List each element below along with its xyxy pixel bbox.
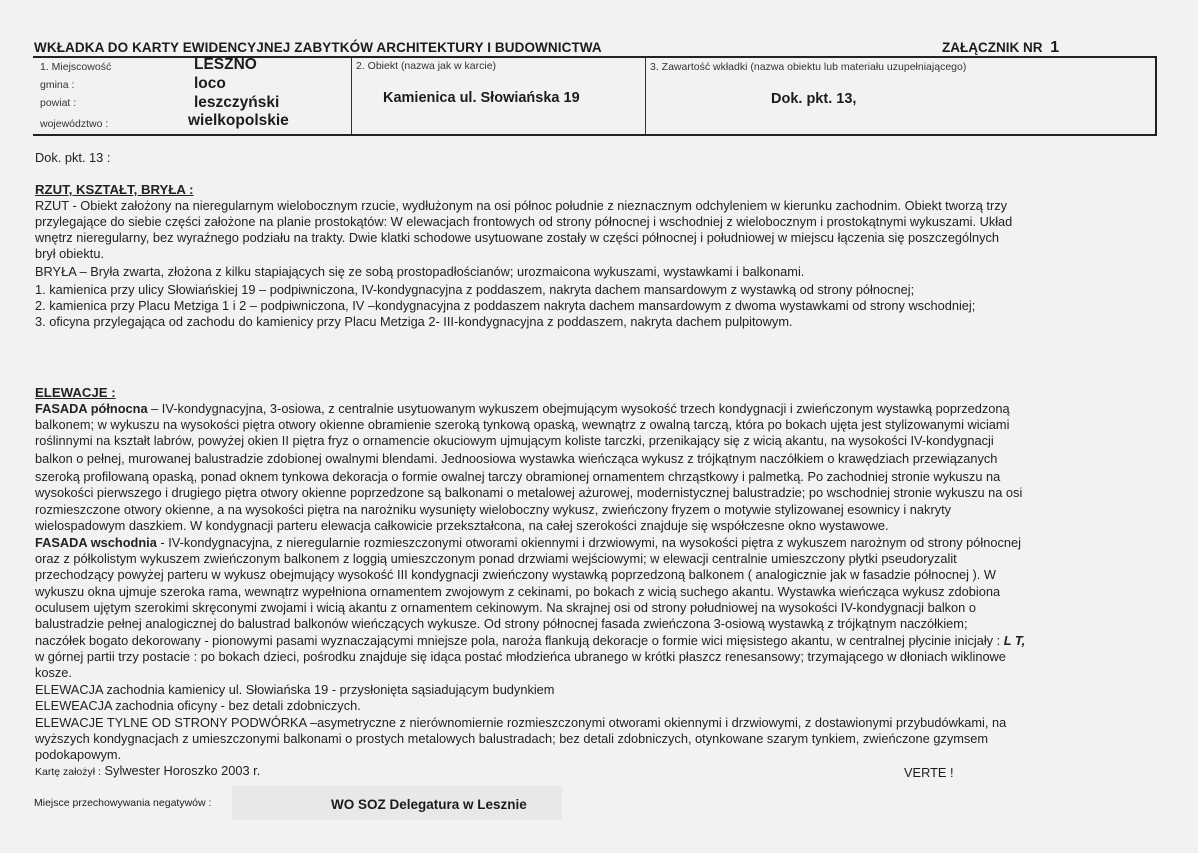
s1-line: RZUT - Obiekt założony na nieregularnym wielobocznym rzucie, wydłużonym na osi północ południe z nieznacznym odchyleniem w kierunku zachodnim. Obiekt tworzą trzy bbox=[35, 198, 1008, 213]
fasada-wschodnia-label: FASADA wschodnia bbox=[35, 535, 157, 550]
fasada-polnocna-line bbox=[35, 401, 1010, 417]
s2-line: balkon o pełnej, murowanej balustradzie zdobionej owalnymi blendami. Jednoosiowa wystawka wieńcząca wykusz z trójkątnym naczółkiem o krawędziach przewiązanych bbox=[35, 451, 998, 466]
s2-line: ELEWEACJA zachodnia oficyny - bez detali zdobniczych. bbox=[35, 698, 361, 713]
form-divider-2 bbox=[645, 58, 646, 134]
form-divider-1 bbox=[351, 58, 352, 134]
object-label: 2. Obiekt (nazwa jak w karcie) bbox=[356, 60, 497, 72]
s2-line: naczółek bogato dekorowany - pionowymi pasami wyznaczającymi mniejsze pola, naroża flankują dekoracje o formie wici mięsistego akantu, w centralnej płycinie inicjały : bbox=[35, 633, 1001, 648]
section-heading-elewacje: ELEWACJE : bbox=[35, 385, 116, 400]
s2-line: przechodzący powyżej parteru w wykusz obejmujący wysokość III kondygnacji zwieńczony wystawką poprzedzoną balkonem ( analogicznie jak w fasadzie północnej ). W bbox=[35, 567, 996, 582]
s2-line: oraz z półkolistym wykuszem zwieńczonym balkonem z loggią umieszczonym ponad drzwiami wejściowymi; w elewacji centralnie umieszczony płytki pseudoryzalit bbox=[35, 551, 957, 566]
powiat-value: leszczyński bbox=[194, 94, 280, 111]
gmina-value: loco bbox=[194, 75, 226, 92]
s2-line-initials bbox=[35, 633, 1025, 649]
fasada-wschodnia-text: - IV-kondygnacyjna, z nieregularnie rozmieszczonymi otworami okiennymi i drzwiowymi, na wysokości piętra z wykuszem narożnym od strony północnej bbox=[156, 535, 1021, 550]
verte-note: VERTE ! bbox=[904, 765, 954, 780]
s1-line: 2. kamienica przy Placu Metziga 1 i 2 – podpiwniczona, IV –kondygnacyjna z poddaszem nakryta dachem mansardowym z dwoma wystawkami od strony wschodniej; bbox=[35, 298, 976, 313]
s2-line: rozmieszczone otwory okienne, a na wysokości piętra na narożniku wysunięty wieloboczny wykusz, zwieńczony fryzem o motywie stylizowanej esownicy i nakryty bbox=[35, 502, 952, 517]
author-label: Kartę założył : bbox=[35, 766, 101, 778]
s2-line: balustradzie pełnej analogicznej do balustrad balkonów wieńczących wykusze. Od strony północnej fasada zwieńczona 3-osiową wystawką z trójkątnym naczółkiem; bbox=[35, 616, 968, 631]
fasada-polnocna-text: – IV-kondygnacyjna, 3-osiowa, z centralnie usytuowanym wykuszem obejmującym wysokość trzech kondygnacji i zwieńczonym wystawką poprzedzoną bbox=[147, 401, 1010, 416]
wojewodztwo-label: województwo : bbox=[40, 118, 109, 130]
section-heading-rzut: RZUT, KSZTAŁT, BRYŁA : bbox=[35, 182, 194, 197]
fasada-polnocna-label: FASADA północna bbox=[35, 401, 148, 416]
s2-line: w górnej partii trzy postacie : po bokach dzieci, pośrodku znajduje się idąca postać młodzieńca ubranego w krótki płaszcz renesansowy; trzymającego w dłoniach wiklinowe bbox=[35, 649, 1006, 664]
s2-line: balkonem; w wykuszu na wysokości piętra otwory okienne obramienie szeroką tynkową opaską, wewnątrz z owalną tarczą, która po bokach ujęta jest stylizowanymi wiciami bbox=[35, 417, 1010, 432]
s2-line: wielospadowym daszkiem. W kondygnacji parteru elewacja całkowicie przekształcona, na całej szerokości znajduje się współczesne okno wystawowe. bbox=[35, 518, 889, 533]
content-label: 3. Zawartość wkładki (nazwa obiektu lub materiału uzupełniającego) bbox=[650, 61, 967, 73]
initials: L T, bbox=[1000, 633, 1026, 648]
s2-line: roślinnymi na kształt labrów, powyżej okien II piętra fryz o ornamencie okuciowym ujmującym koliste tarczki, przenikający się z wicią akantu, na wysokości IV-kondygnacji bbox=[35, 433, 994, 448]
powiat-label: powiat : bbox=[40, 97, 77, 109]
author-line bbox=[35, 763, 260, 780]
annex-label bbox=[942, 39, 1059, 57]
author-value: Sylwester Horoszko 2003 r. bbox=[104, 763, 261, 778]
wojewodztwo-value: wielkopolskie bbox=[188, 112, 289, 129]
locality-label: 1. Miejscowość bbox=[40, 61, 112, 73]
annex-number: 1 bbox=[1050, 39, 1060, 56]
s2-line: wysokości pierwszego i drugiego piętra otwory okienne poprzedzone są balkonami o metalowej ażurowej, modernistycznej balustradzie; po wschodniej stronie wykuszu na osi bbox=[35, 485, 1023, 500]
s1-line: brył obiektu. bbox=[35, 246, 104, 261]
s1-line: wnętrz nieregularny, bez wyraźnego podziału na trakty. Dwie klatki schodowe usytuowane zostały w części północnej i południowej w miejscu łączenia się poszczególnych bbox=[35, 230, 1000, 245]
s2-line: oculusem ujętym szerokimi skręconymi zwojami i wicią akantu z ornamentem cekinowym. Na skrajnej osi od strony południowej na wysokości IV-kondygnacji balkon o bbox=[35, 600, 976, 615]
document-title: WKŁADKA DO KARTY EWIDENCYJNEJ ZABYTKÓW ARCHITEKTURY I BUDOWNICTWA bbox=[34, 40, 602, 55]
s2-line: ELEWACJE TYLNE OD STRONY PODWÓRKA –asymetryczne z nierównomiernie rozmieszczonymi otworami okiennymi i drzwiowymi, z dostawionymi przybudówkami, na bbox=[35, 715, 1007, 730]
s2-line: kosze. bbox=[35, 665, 72, 680]
s2-line: wykuszu okna ujmuje szeroka rama, wewnątrz wypełniona ornamentem zwojowym z cekinami, po bokach z wicią suchego akantu. Wystawka wieńcząca wykusz zdobiona bbox=[35, 584, 1001, 599]
fasada-wschodnia-line bbox=[35, 535, 1021, 551]
s2-line: ELEWACJA zachodnia kamienicy ul. Słowiańska 19 - przysłonięta sąsiadującym budynkiem bbox=[35, 682, 555, 697]
doc-reference: Dok. pkt. 13 : bbox=[35, 150, 111, 165]
gmina-label: gmina : bbox=[40, 79, 75, 91]
s1-line: przylegające do siebie części założone na planie prostokątów: W elewacjach frontowych od strony północnej i wschodniej z wielobocznym i prostokątnymi wykuszami. Układ bbox=[35, 214, 1013, 229]
s2-line: podokapowym. bbox=[35, 747, 122, 762]
annex-label-text: ZAŁĄCZNIK NR bbox=[942, 40, 1043, 55]
object-value: Kamienica ul. Słowiańska 19 bbox=[383, 90, 580, 106]
s2-line: wyższych kondygnacjach z umieszczonymi balkonami o prostych metalowych balustradach; bez detali zdobniczych, otynkowane szarym tynkiem, zwieńczone gzymsem bbox=[35, 731, 989, 746]
negatives-value: WO SOZ Delegatura w Lesznie bbox=[331, 797, 527, 812]
s1-line: 3. oficyna przylegająca od zachodu do kamienicy przy Placu Metziga 2- III-kondygnacyjna z poddaszem, nakryta dachem pulpitowym. bbox=[35, 314, 793, 329]
s2-line: szeroką profilowaną opaską, ponad oknem tynkowa dekoracja o formie owalnej tarczy obramionej ornamentem chrząstkowy i palmetką. Po zachodniej stronie wykuszu na bbox=[35, 469, 1001, 484]
negatives-label: Miejsce przechowywania negatywów : bbox=[34, 797, 212, 809]
content-value: Dok. pkt. 13, bbox=[771, 91, 857, 107]
s1-line: 1. kamienica przy ulicy Słowiańskiej 19 – podpiwniczona, IV-kondygnacyjna z poddaszem, nakryta dachem mansardowym z wystawką od strony północnej; bbox=[35, 282, 915, 297]
locality-value: LESZNO bbox=[194, 56, 257, 73]
s1-line: BRYŁA – Bryła zwarta, złożona z kilku stapiających się ze sobą prostopadłościanów; urozmaicona wykuszami, wystawkami i balkonami. bbox=[35, 264, 805, 279]
